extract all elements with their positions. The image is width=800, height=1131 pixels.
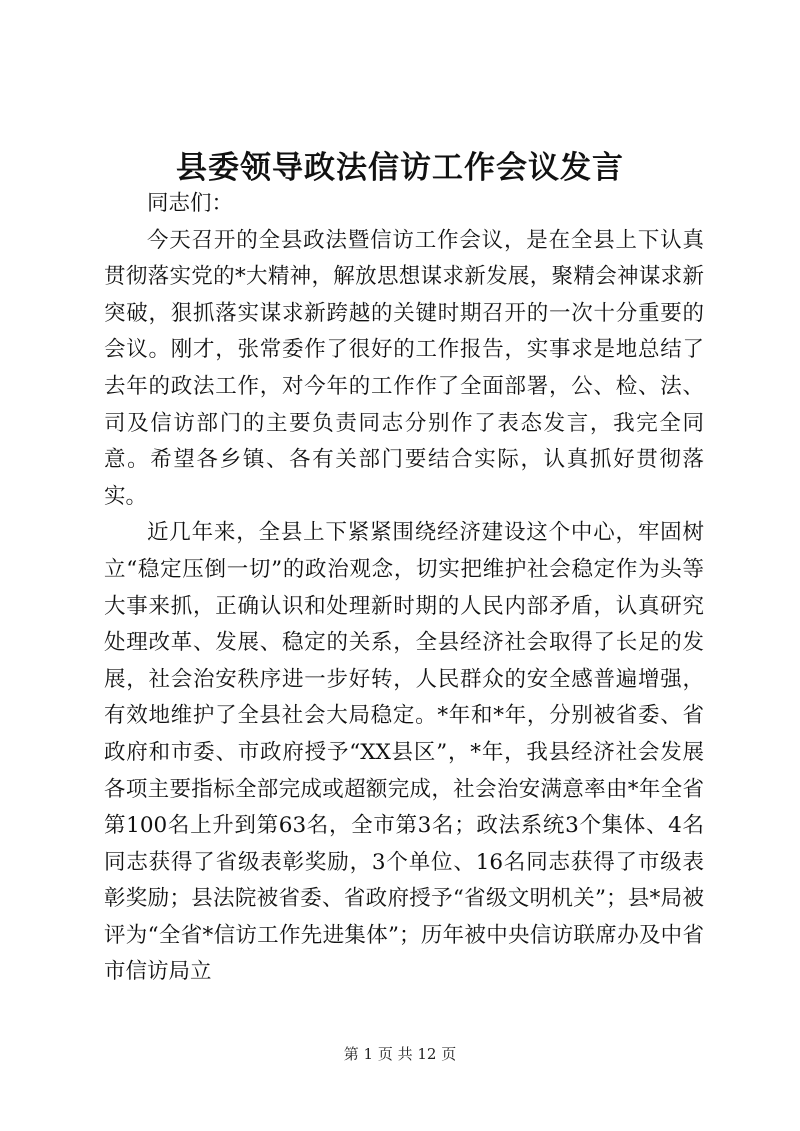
document-body [104, 186, 704, 991]
document-title: 县委领导政法信访工作会议发言 [176, 150, 624, 186]
paragraph-opening: 今天召开的全县政法暨信访工作会议，是在全县上下认真贯彻落实党的*大精神，解放思想谋求新发展，聚精会神谋求新突破，狠抓落实谋求新跨越的关键时期召开的一次十分重要的会议。刚才，张常委作了很好的工作报告，实事求是地总结了去年的政法工作，对今年的工作作了全面部署，公、检、法、司及信访部门的主要负责同志分别作了表态发言，我完全同意。希望各乡镇、各有关部门要结合实际，认真抓好贯彻落实。 [104, 227, 704, 509]
paragraph-achievements: 近几年来，全县上下紧紧围绕经济建设这个中心，牢固树立“稳定压倒一切”的政治观念，切实把维护社会稳定作为头等大事来抓，正确认识和处理新时期的人民内部矛盾，认真研究处理改革、发展、稳定的关系，全县经济社会取得了长足的发展，社会治安秩序进一步好转，人民群众的安全感普遍增强，有效地维护了全县社会大局稳定。*年和*年，分别被省委、省政府和市委、市政府授予“XX县区”，*年，我县经济社会发展各项主要指标全部完成或超额完成，社会治安满意率由*年全省第100名上升到第63名，全市第3名；政法系统3个集体、4名同志获得了省级表彰奖励，3个单位、16名同志获得了市级表彰奖励；县法院被省委、省政府授予“省级文明机关”；县*局被评为“全省*信访工作先进集体”；历年被中央信访联席办及中省市信访局立 [104, 520, 704, 985]
greeting-line: 同志们： [147, 191, 234, 216]
page-number-footer: 第 1 页 共 12 页 [343, 1045, 457, 1063]
